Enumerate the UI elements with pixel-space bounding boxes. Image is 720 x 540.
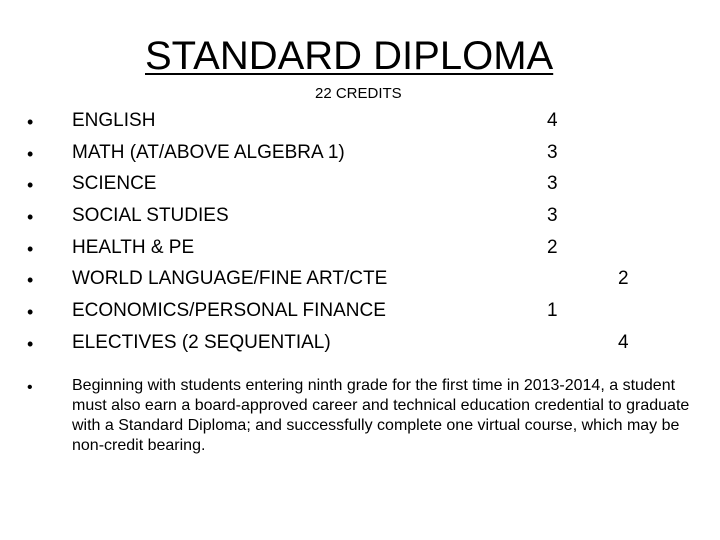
bullet-icon: •: [27, 334, 34, 354]
course-name: ELECTIVES (2 SEQUENTIAL): [72, 332, 331, 353]
course-credits: 3: [547, 205, 558, 226]
course-credits: 1: [547, 300, 558, 321]
list-item: [0, 233, 720, 264]
page-title: STANDARD DIPLOMA: [145, 34, 554, 78]
course-credits: 2: [547, 237, 558, 258]
bullet-icon: •: [27, 175, 34, 195]
bullet-icon: •: [27, 144, 34, 164]
course-credits: 2: [618, 268, 629, 289]
list-item: [0, 296, 720, 327]
list-item: [0, 106, 720, 137]
credits-subtitle: 22 CREDITS: [315, 85, 402, 102]
course-name: SCIENCE: [72, 173, 157, 194]
course-name: HEALTH & PE: [72, 237, 195, 258]
course-name: ECONOMICS/PERSONAL FINANCE: [72, 300, 386, 321]
bullet-icon: •: [27, 112, 34, 132]
course-credits: 4: [547, 110, 558, 131]
bullet-icon: •: [27, 379, 33, 396]
course-name: WORLD LANGUAGE/FINE ART/CTE: [72, 268, 388, 289]
list-item: [0, 201, 720, 232]
bullet-icon: •: [27, 239, 34, 259]
list-item: [0, 264, 720, 295]
note-text: Beginning with students entering ninth grade for the first time in 2013-2014, a student must also earn a board-approved career and technical education credential to graduate with a Standard Diploma; and successfully complete one virtual course, which may be non-credit bearing.: [72, 377, 690, 454]
list-item: [0, 328, 720, 359]
bullet-icon: •: [27, 207, 34, 227]
course-credits: 4: [618, 332, 629, 353]
course-name: ENGLISH: [72, 110, 156, 131]
course-credits: 3: [547, 142, 558, 163]
course-credits: 3: [547, 173, 558, 194]
course-name: MATH (AT/ABOVE ALGEBRA 1): [72, 142, 345, 163]
list-item: [0, 169, 720, 200]
bullet-icon: •: [27, 270, 34, 290]
list-item: [0, 138, 720, 169]
bullet-icon: •: [27, 302, 34, 322]
course-name: SOCIAL STUDIES: [72, 205, 229, 226]
